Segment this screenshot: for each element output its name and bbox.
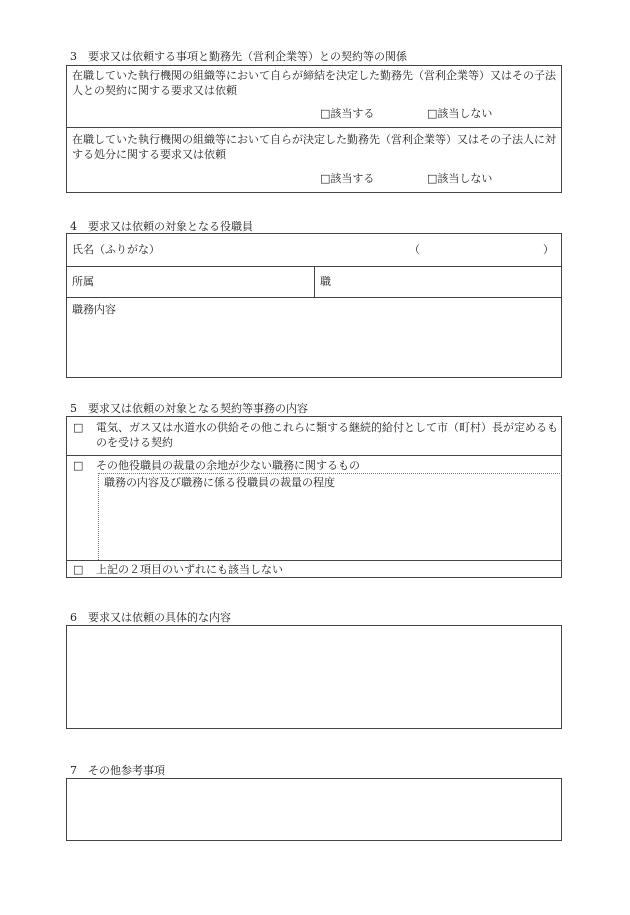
name-field[interactable] (340, 236, 560, 264)
item2-checkbox[interactable]: □ (73, 459, 84, 472)
section5-divider-1 (66, 455, 562, 456)
duties-field[interactable] (70, 318, 558, 374)
affiliation-label: 所属 (72, 275, 94, 288)
section7-field[interactable] (66, 778, 562, 841)
item3-checkbox[interactable]: □ (73, 563, 84, 576)
item2-sub-top-border (98, 473, 562, 474)
section6-heading: 6 要求又は依頼の具体的な内容 (70, 611, 231, 624)
item2-sub-left-border (98, 473, 99, 560)
affiliation-field[interactable] (100, 268, 310, 295)
section3-row-divider (66, 127, 562, 128)
section5-divider-2 (66, 560, 562, 561)
section3-row2-option-yes[interactable]: □該当する (320, 172, 375, 185)
name-paren-open: （ (409, 243, 420, 256)
section3-row2-text: 在職していた執行機関の組織等において自らが決定した勤務先（営利企業等）又はその子法人に対する処分に関する要求又は依頼 (72, 133, 556, 161)
name-paren-close: ） (543, 243, 554, 256)
section4-divider-2 (66, 297, 562, 298)
name-label: 氏名（ふりがな） (72, 243, 160, 256)
section6-field[interactable] (66, 625, 562, 729)
section4-col-divider (314, 266, 315, 297)
item2-text: その他役職員の裁量の余地が少ない職務に関するもの (96, 459, 360, 472)
item2-sub-field[interactable] (102, 492, 558, 558)
section5-heading: 5 要求又は依頼の対象となる契約等事務の内容 (70, 402, 308, 415)
item3-text: 上記の２項目のいずれにも該当しない (96, 563, 283, 576)
section3-row1-option-no[interactable]: □該当しない (427, 107, 493, 120)
item2-sub-label: 職務の内容及び職務に係る役職員の裁量の程度 (104, 476, 335, 489)
section7-heading: 7 その他参考事項 (70, 764, 165, 777)
section3-heading: 3 要求又は依頼する事項と勤務先（営利企業等）との契約等の関係 (70, 50, 407, 63)
section4-heading: 4 要求又は依頼の対象となる役職員 (70, 220, 253, 233)
section3-row2-option-no[interactable]: □該当しない (427, 172, 493, 185)
item1-checkbox[interactable]: □ (73, 421, 84, 434)
position-label: 職 (320, 275, 331, 288)
section3-row1-option-yes[interactable]: □該当する (320, 107, 375, 120)
position-field[interactable] (338, 268, 558, 295)
duties-label: 職務内容 (72, 303, 116, 316)
section3-row1-text: 在職していた執行機関の組織等において自らが締結を決定した勤務先（営利企業等）又はその子法人との契約に関する要求又は依頼 (72, 69, 556, 97)
item1-text: 電気、ガス又は水道水の供給その他これらに類する継続的給付として市（町村）長が定めるものを受ける契約 (96, 421, 558, 449)
